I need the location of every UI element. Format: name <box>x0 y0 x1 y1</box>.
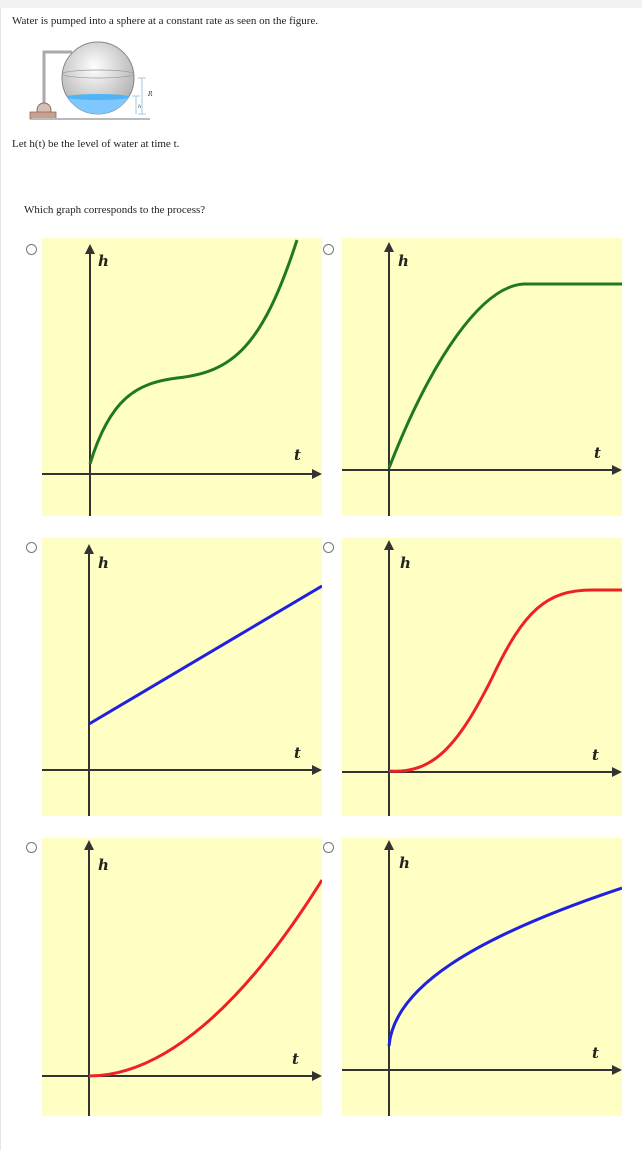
question-intro: Water is pumped into a sphere at a constant rate as seen on the figure. <box>12 15 319 27</box>
axis-label-t: t <box>592 746 599 764</box>
level-label: h <box>138 104 142 110</box>
axis-label-h: h <box>98 252 109 270</box>
axis-label-h: h <box>98 856 109 874</box>
axis-label-t: t <box>592 1044 599 1062</box>
option-d-graph <box>342 538 622 816</box>
option-c-radio[interactable] <box>26 542 37 553</box>
option-a-radio[interactable] <box>26 244 37 255</box>
option-e-graph <box>42 838 322 1116</box>
question-prompt: Which graph corresponds to the process? <box>24 204 206 216</box>
option-f-curve <box>389 888 622 1046</box>
option-e-curve <box>89 880 322 1076</box>
radius-label: R <box>148 91 153 98</box>
axis-label-t: t <box>294 744 301 762</box>
axis-label-t: t <box>292 1050 299 1068</box>
page-border <box>0 8 1 1150</box>
axis-label-t: t <box>594 444 601 462</box>
option-f-graph <box>342 838 622 1116</box>
option-b-curve <box>389 284 622 468</box>
axis-label-h: h <box>400 554 411 572</box>
top-bar <box>0 0 642 8</box>
option-a-curve <box>90 240 297 464</box>
option-d-radio[interactable] <box>323 542 334 553</box>
axis-label-h: h <box>98 554 109 572</box>
option-c-line <box>89 586 322 724</box>
option-c-graph <box>42 538 322 816</box>
sphere-figure <box>28 38 168 131</box>
option-b-graph <box>342 238 622 516</box>
option-f-radio[interactable] <box>323 842 334 853</box>
option-a-graph <box>42 238 322 516</box>
option-e-radio[interactable] <box>26 842 37 853</box>
option-b-radio[interactable] <box>323 244 334 255</box>
axis-label-h: h <box>399 854 410 872</box>
option-d-curve <box>389 590 622 771</box>
question-definition: Let h(t) be the level of water at time t. <box>12 138 180 150</box>
axis-label-t: t <box>294 446 301 464</box>
axis-label-h: h <box>398 252 409 270</box>
